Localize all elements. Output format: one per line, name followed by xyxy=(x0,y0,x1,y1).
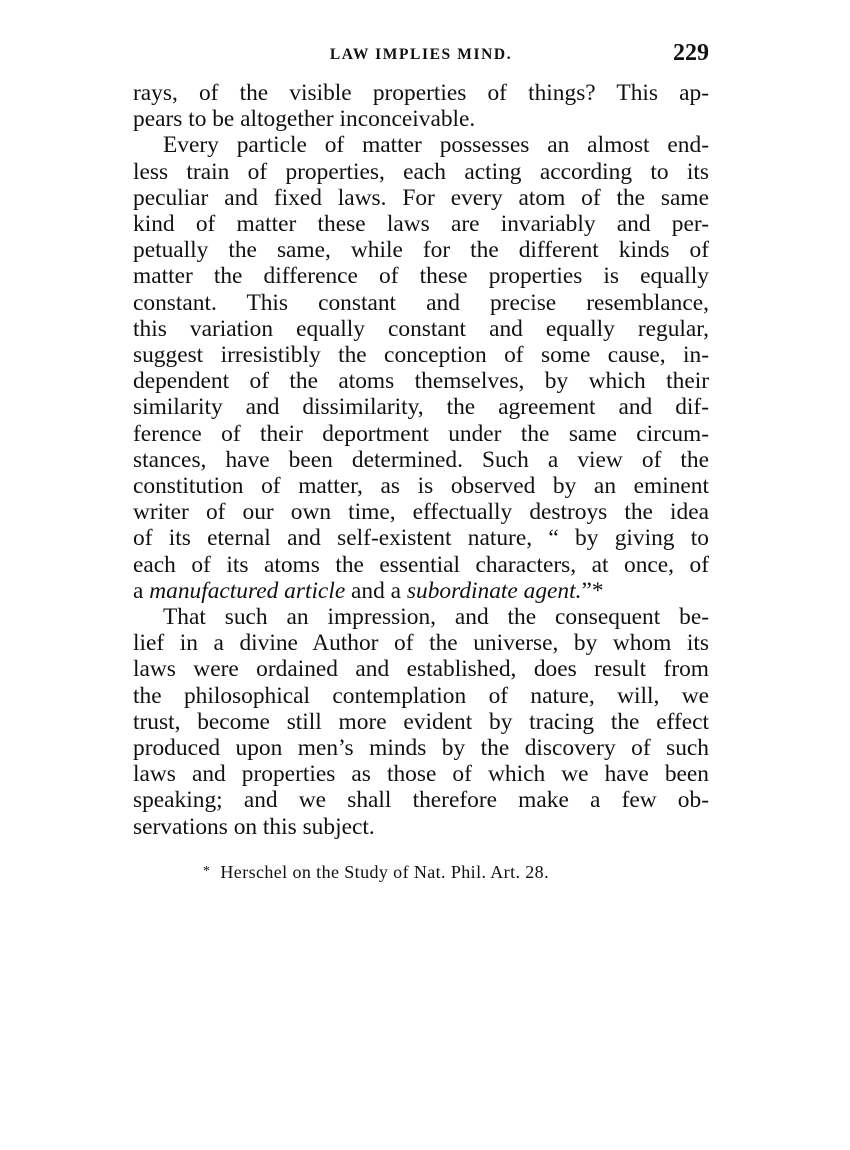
text-line: less train of properties, each acting according to its xyxy=(133,158,709,185)
footnote-reference: ”* xyxy=(581,577,604,604)
text-line: each of its atoms the essential characters, at once, of xyxy=(133,551,709,578)
running-title: LAW IMPLIES MIND. xyxy=(329,46,513,63)
text-line: matter the difference of these properties is equally xyxy=(133,263,709,290)
text-line: suggest irresistibly the conception of some cause, in- xyxy=(133,342,709,369)
text-fragment: a xyxy=(133,577,150,604)
running-head xyxy=(133,40,709,70)
text-line: laws and properties as those of which we have been xyxy=(133,761,709,788)
text-fragment: and a xyxy=(345,577,407,604)
text-line: produced upon men’s minds by the discovery of such xyxy=(133,735,709,762)
text-line: pears to be altogether inconceivable. xyxy=(133,106,476,133)
emphasis-manufactured-article: manufactured article xyxy=(149,577,346,604)
page-number: 229 xyxy=(673,40,709,66)
text-line: trust, become still more evident by tracing the effect xyxy=(133,708,709,735)
text-line: speaking; and we shall therefore make a few ob- xyxy=(133,787,709,814)
text-line: kind of matter these laws are invariably and per- xyxy=(133,211,709,238)
footnote-text: Herschel on the Study of Nat. Phil. Art. 28. xyxy=(220,862,549,882)
text-line: peculiar and fixed laws. For every atom of the same xyxy=(133,184,709,211)
text-line: petually the same, while for the different kinds of xyxy=(133,237,709,264)
text-line: this variation equally constant and equally regular, xyxy=(133,315,709,342)
footnote xyxy=(203,862,549,883)
text-line: writer of our own time, effectually destroys the idea xyxy=(133,499,709,526)
text-line: lief in a divine Author of the universe, by whom its xyxy=(133,630,709,657)
footnote-mark: * xyxy=(203,864,211,879)
text-line: rays, of the visible properties of things? This ap- xyxy=(133,80,709,106)
paragraph-2 xyxy=(133,132,709,604)
text-line: the philosophical contemplation of nature, will, we xyxy=(133,682,709,709)
text-line: ference of their deportment under the same circum- xyxy=(133,420,709,447)
text-line: That such an impression, and the consequent be- xyxy=(163,604,709,631)
text-line: of its eternal and self-existent nature, “ by giving to xyxy=(133,525,709,552)
text-line xyxy=(133,578,709,604)
text-line: constitution of matter, as is observed by an eminent xyxy=(133,473,709,500)
emphasis-subordinate-agent: subordinate agent. xyxy=(406,577,582,604)
text-line: stances, have been determined. Such a view of the xyxy=(133,446,709,473)
paragraph-3 xyxy=(133,604,709,840)
text-line: servations on this subject. xyxy=(133,813,375,840)
text-line: similarity and dissimilarity, the agreement and dif- xyxy=(133,394,709,421)
text-line: Every particle of matter possesses an almost end- xyxy=(163,132,709,159)
paragraph-1 xyxy=(133,80,709,132)
text-line: laws were ordained and established, does result from xyxy=(133,656,709,683)
text-line: dependent of the atoms themselves, by which their xyxy=(133,368,709,395)
text-line: constant. This constant and precise resemblance, xyxy=(133,289,709,316)
body-text xyxy=(133,80,709,840)
